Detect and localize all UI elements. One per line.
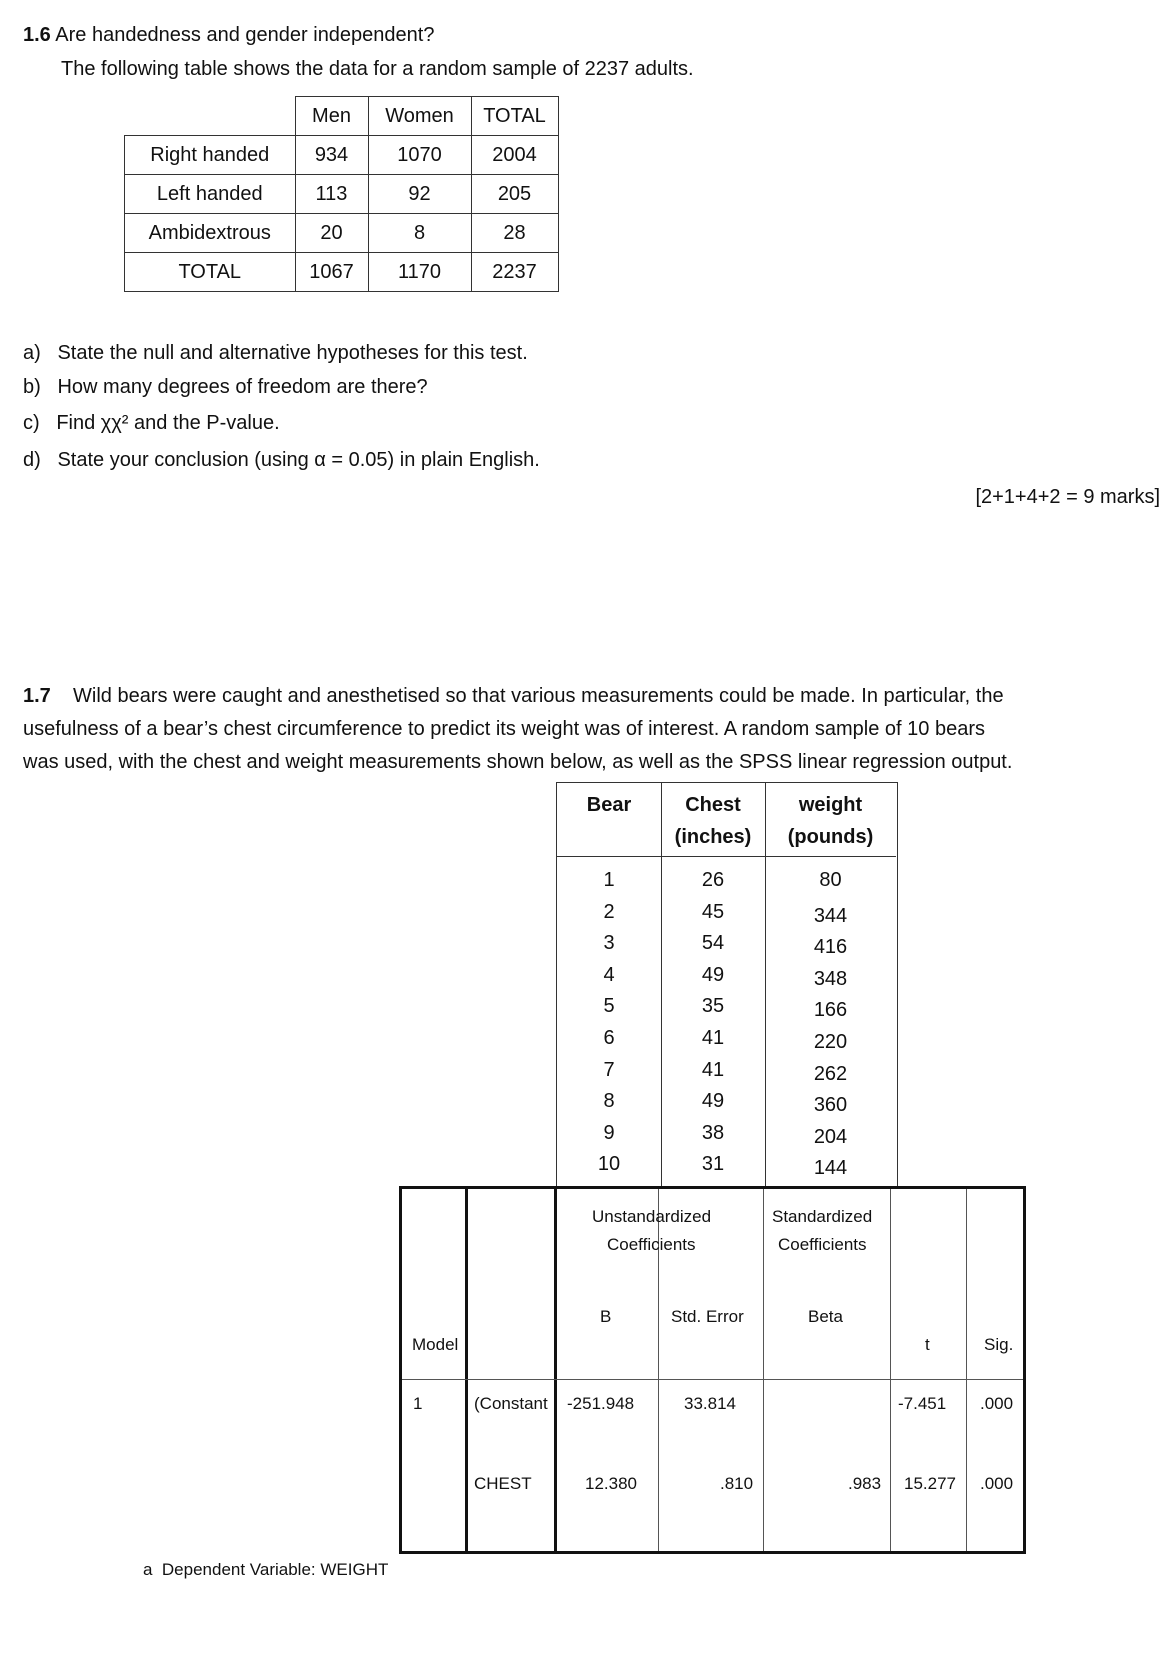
- table-row: [125, 136, 559, 175]
- cell: 1067: [295, 253, 368, 292]
- marks-label: [2+1+4+2 = 9 marks]: [975, 486, 1160, 508]
- std-label-1: Standardized: [772, 1207, 873, 1226]
- row2-beta: .983: [848, 1474, 882, 1493]
- bear-data-table: [556, 782, 898, 1187]
- chest-value: 38: [701, 1121, 725, 1144]
- bear-number: 6: [603, 1027, 615, 1049]
- weight-value: 144: [813, 1157, 848, 1180]
- unstd-label-1: Unstandardized: [592, 1207, 712, 1226]
- weight-column: [765, 783, 896, 1187]
- row2-t: 15.277: [904, 1474, 956, 1493]
- cell: 8: [368, 214, 471, 253]
- row1-sig: .000: [980, 1394, 1014, 1413]
- col-beta: Beta: [808, 1307, 843, 1326]
- q17-line2: usefulness of a bear’s chest circumference to predict its weight was of interest. A random sample of 10 bears: [23, 718, 985, 740]
- cell: 1070: [368, 136, 471, 175]
- cell: 2004: [471, 136, 558, 175]
- part-a: a) State the null and alternative hypotheses for this test.: [23, 342, 528, 364]
- cell: 92: [368, 175, 471, 214]
- spss-footnote: a Dependent Variable: WEIGHT: [143, 1560, 389, 1579]
- bear-number: 5: [603, 995, 615, 1018]
- cell: 2237: [471, 253, 558, 292]
- row-label: Left handed: [125, 175, 296, 214]
- row2-se: .810: [720, 1474, 754, 1493]
- handedness-table: [124, 96, 559, 292]
- row1-t: -7.451: [898, 1394, 947, 1413]
- part-d: d) State your conclusion (using α = 0.05) in plain English.: [23, 449, 540, 471]
- row1-b: -251.948: [567, 1394, 635, 1413]
- bear-number: 4: [603, 963, 615, 986]
- weight-value: 348: [813, 967, 848, 990]
- col-sig: Sig.: [984, 1335, 1014, 1354]
- weight-value: 360: [813, 1094, 848, 1117]
- cell: 20: [295, 214, 368, 253]
- weight-header: weight (pounds): [765, 783, 896, 857]
- cell: 28: [471, 214, 558, 253]
- bear-column: [557, 783, 662, 1187]
- bear-number: 7: [603, 1058, 615, 1081]
- chest-value: 49: [701, 1090, 725, 1113]
- row2-sig: .000: [980, 1474, 1014, 1493]
- weight-value: 416: [813, 936, 848, 959]
- table-header-row: [125, 97, 559, 136]
- cell: 934: [295, 136, 368, 175]
- weight-value: 220: [813, 1031, 848, 1053]
- cell: 113: [295, 175, 368, 214]
- spss-coefficients-table: [399, 1186, 1026, 1554]
- row1-name: (Constant: [474, 1394, 548, 1413]
- chest-value: 41: [701, 1027, 725, 1049]
- row-label: Ambidextrous: [125, 214, 296, 253]
- chest-header: Chest (inches): [661, 783, 765, 857]
- header-men: Men: [295, 97, 368, 136]
- bear-header: Bear: [557, 783, 661, 857]
- row2-name: CHEST: [474, 1474, 532, 1493]
- q16-title: Are handedness and gender independent?: [55, 24, 435, 46]
- weight-value: 80: [819, 869, 842, 891]
- q17-line1: 1.7 Wild bears were caught and anesthetised so that various measurements could be made. In particular, the: [23, 685, 1004, 707]
- part-c: c) Find χχ² and the P-value.: [23, 412, 280, 434]
- bear-number: 10: [597, 1153, 621, 1176]
- weight-value: 262: [813, 1062, 848, 1085]
- part-b: b) How many degrees of freedom are there?: [23, 376, 428, 398]
- table-row: [125, 175, 559, 214]
- col-model: Model: [412, 1335, 459, 1354]
- q16-intro: The following table shows the data for a random sample of 2237 adults.: [61, 58, 694, 80]
- col-std-error: Std. Error: [671, 1307, 744, 1326]
- row2-b: 12.380: [585, 1474, 637, 1493]
- unstd-label-2: Coefficients: [607, 1235, 696, 1254]
- bear-number: 2: [603, 900, 615, 923]
- chest-value: 49: [701, 963, 725, 986]
- bear-number: 8: [603, 1090, 615, 1113]
- q16-number: 1.6: [23, 24, 51, 46]
- table-row: [125, 214, 559, 253]
- chest-value: 54: [701, 932, 725, 955]
- cell: 1170: [368, 253, 471, 292]
- weight-value: 166: [813, 999, 848, 1022]
- chest-value: 31: [701, 1153, 725, 1176]
- bear-number: 9: [603, 1121, 615, 1144]
- bear-number: 3: [603, 932, 615, 955]
- chest-column: [661, 783, 766, 1187]
- row-label: TOTAL: [125, 253, 296, 292]
- q17-line3: was used, with the chest and weight measurements shown below, as well as the SPSS linear regression output.: [23, 751, 1013, 773]
- bear-number: 1: [603, 869, 615, 891]
- chest-value: 35: [701, 995, 725, 1018]
- chest-value: 41: [701, 1058, 725, 1081]
- weight-value: 204: [813, 1125, 848, 1148]
- weight-value: 344: [813, 904, 848, 927]
- chest-value: 26: [701, 869, 725, 891]
- row-label: Right handed: [125, 136, 296, 175]
- chest-value: 45: [701, 900, 725, 923]
- row1-se: 33.814: [684, 1394, 736, 1413]
- header-total: TOTAL: [471, 97, 558, 136]
- std-label-2: Coefficients: [778, 1235, 867, 1254]
- q17-number: 1.7: [23, 685, 51, 707]
- col-t: t: [925, 1335, 930, 1354]
- cell: 205: [471, 175, 558, 214]
- row1-model: 1: [413, 1394, 423, 1413]
- q16-heading: [23, 24, 434, 47]
- col-b: B: [600, 1307, 612, 1326]
- header-women: Women: [368, 97, 471, 136]
- table-row: [125, 253, 559, 292]
